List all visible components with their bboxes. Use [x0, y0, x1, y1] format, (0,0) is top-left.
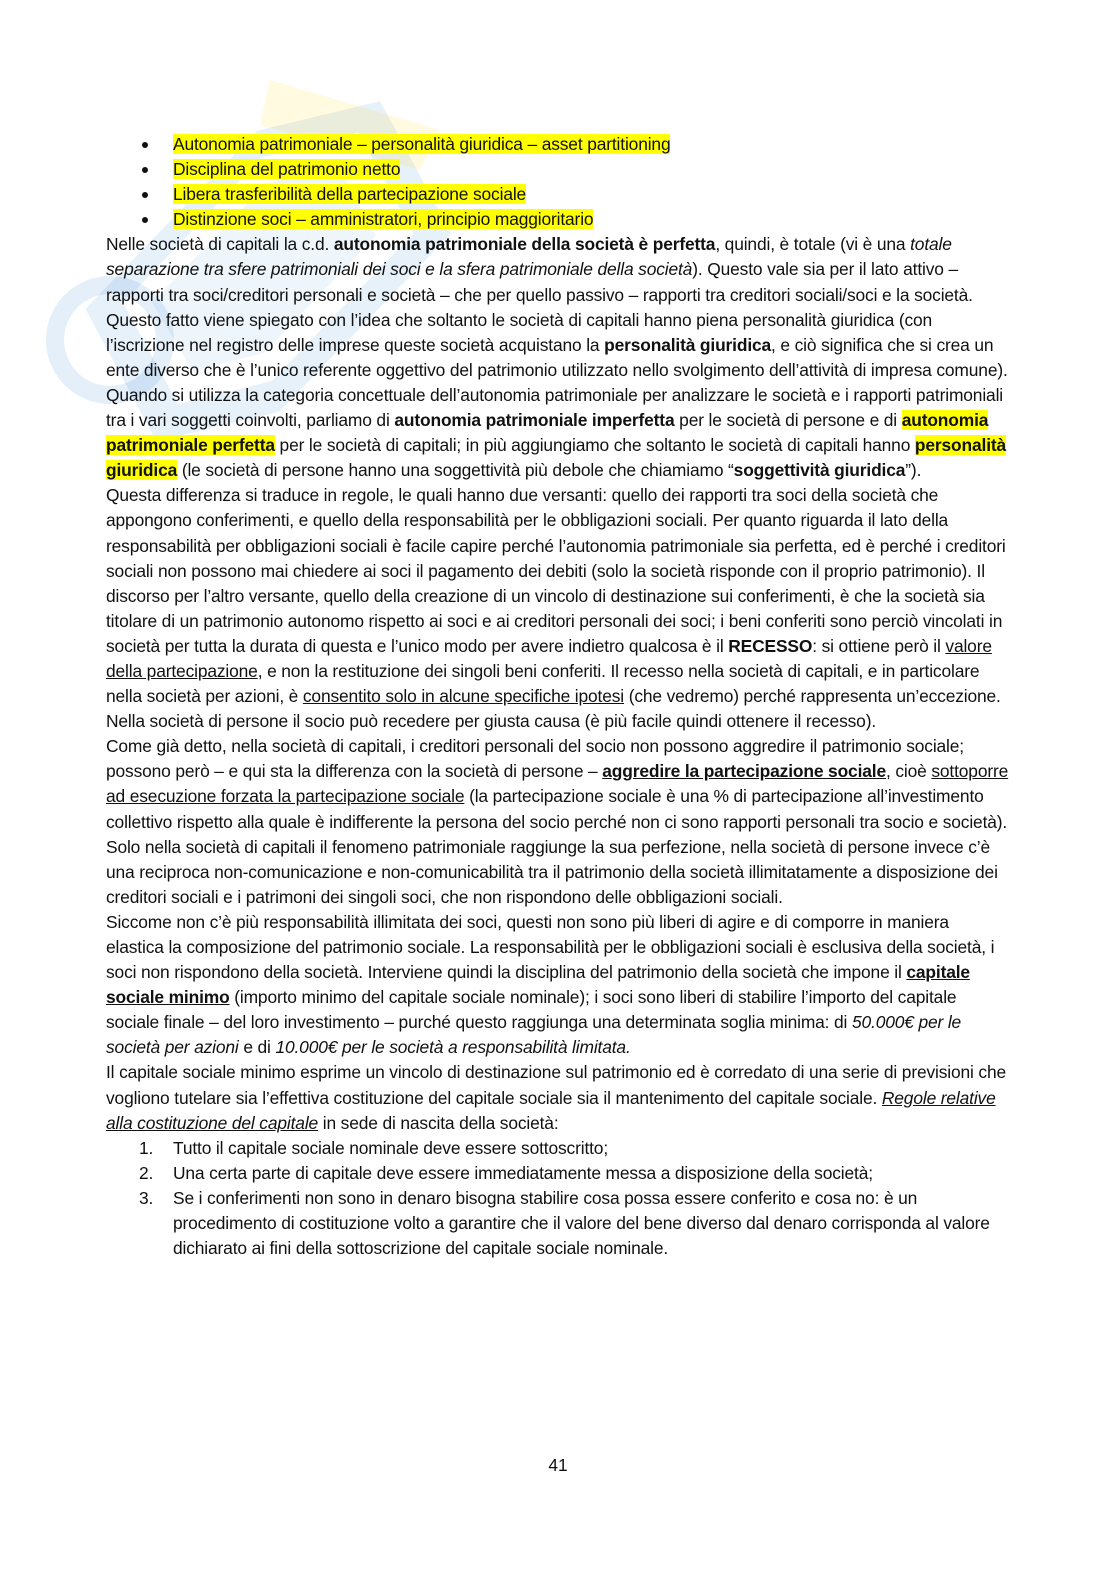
list-item: Distinzione soci – amministratori, principio maggioritario	[106, 207, 1011, 232]
list-item: Autonomia patrimoniale – personalità giuridica – asset partitioning	[106, 132, 1011, 157]
paragraph-creditori-personali: Come già detto, nella società di capitali, i creditori personali del socio non possono aggredire il patrimonio sociale; possono però – e qui sta la differenza con la società di persone – aggredire la partecipazione sociale, cioè sottoporre ad esecuzione forzata la partecipazione sociale (la partecipazione sociale è una % di partecipazione all’investimento collettivo rispetto alla quale è indifferente la persona del socio perché non ci sono rapporti personali tra socio e società).	[106, 736, 1009, 832]
paragraph-fenomeno-patrimoniale: Solo nella società di capitali il fenomeno patrimoniale raggiunge la sua perfezione, nella società di persone invece c’è una reciproca non-comunicazione e non-comunicabilità tra il patrimonio della società illimitatamente a disposizione dei creditori sociali e i patrimoni dei singoli soci, che non rispondono delle obbligazioni sociali.	[106, 836, 998, 907]
rules-list	[106, 1136, 1011, 1261]
paragraph-personalita-giuridica: Questo fatto viene spiegato con l’idea che soltanto le società di capitali hanno piena personalità giuridica (con l’iscrizione nel registro delle imprese queste società acquistano la personalità giuridica, e ciò significa che si crea un ente diverso che è l’unico referente oggettivo del patrimonio utilizzato nello svolgimento dell’attività di impresa comune).	[106, 309, 1008, 380]
paragraph-vincolo-destinazione: Il capitale sociale minimo esprime un vincolo di destinazione sul patrimonio ed è corredato di una serie di previsioni che vogliono tutelare sia l’effettiva costituzione del capitale sociale sia il mantenimento del capitale sociale. Regole relative alla costituzione del capitale in sede di nascita della società:	[106, 1062, 1007, 1133]
list-item: Libera trasferibilità della partecipazione sociale	[106, 182, 1011, 207]
paragraph-recesso-persone: Nella società di persone il socio può recedere per giusta causa (è più facile quindi ottenere il recesso).	[106, 711, 877, 732]
paragraph-capitale-minimo: Siccome non c’è più responsabilità illimitata dei soci, questi non sono più liberi di agire e di comporre in maniera elastica la composizione del patrimonio sociale. La responsabilità per le obbligazioni sociali è esclusiva della società, i soci non rispondono della società. Interviene quindi la disciplina del patrimonio della società che impone il capitale sociale minimo (importo minimo del capitale sociale nominale); i soci sono liberi di stabilire l’importo del capitale sociale finale – del loro investimento – purché questo raggiunga una determinata soglia minima: di 50.000€ per le società per azioni e di 10.000€ per le società a responsabilità limitata.	[106, 911, 995, 1058]
topics-list	[106, 132, 1011, 232]
page-number: 41	[548, 1455, 568, 1475]
list-item: 1. Tutto il capitale sociale nominale deve essere sottoscritto;	[139, 1137, 609, 1158]
list-item: Disciplina del patrimonio netto	[106, 157, 1011, 182]
list-item: 3. Se i conferimenti non sono in denaro bisogna stabilire cosa possa essere conferito e cosa no: è un procedimento di costituzione volto a garantire che il valore del bene diverso dal denaro corrisponda al valore dichiarato ai fini della sottoscrizione del capitale sociale nominale.	[139, 1187, 990, 1259]
paragraph-autonomia-perfetta: Nelle società di capitali la c.d. autonomia patrimoniale della società è perfetta, quindi, è totale (vi è una totale separazione tra sfere patrimoniali dei soci e la sfera patrimoniale della società). Questo vale sia per il lato attivo – rapporti tra soci/creditori personali e società – che per quello passivo – rapporti tra creditori sociali/soci e la società.	[106, 234, 973, 305]
document-body	[106, 132, 1011, 1261]
paragraph-categoria-concettuale: Quando si utilizza la categoria concettuale dell’autonomia patrimoniale per analizzare le società e i rapporti patrimoniali tra i vari soggetti coinvolti, parliamo di autonomia patrimoniale imperfetta per le società di persone e di autonomia patrimoniale perfetta per le società di capitali; in più aggiungiamo che soltanto le società di capitali hanno personalità giuridica (le società di persone hanno una soggettività più debole che chiamiamo “soggettività giuridica”).	[106, 384, 1007, 481]
list-item: 2. Una certa parte di capitale deve essere immediatamente messa a disposizione della società;	[139, 1162, 873, 1183]
paragraph-regole-versanti: Questa differenza si traduce in regole, le quali hanno due versanti: quello dei rapporti tra soci della società che appongono conferimenti, e quello della responsabilità per le obbligazioni sociali. Per quanto riguarda il lato della responsabilità per obbligazioni sociali è facile capire perché l’autonomia patrimoniale sia perfetta, ed è perché i creditori sociali non possono mai chiedere ai soci il pagamento dei debiti (solo la società risponde con il proprio patrimonio). Il discorso per l’altro versante, quello della creazione di un vincolo di destinazione sui conferimenti, è che la società sia titolare di un patrimonio autonomo rispetto ai soci e ai creditori personali dei soci; i beni conferiti sono perciò vincolati in società per tutta la durata di questa e l’unico modo per avere indietro qualcosa è il RECESSO: si ottiene però il valore della partecipazione, e non la restituzione dei singoli beni conferiti. Il recesso nella società di capitali, e in particolare nella società per azioni, è consentito solo in alcune specifiche ipotesi (che vedremo) perché rappresenta un’eccezione.	[106, 485, 1006, 707]
